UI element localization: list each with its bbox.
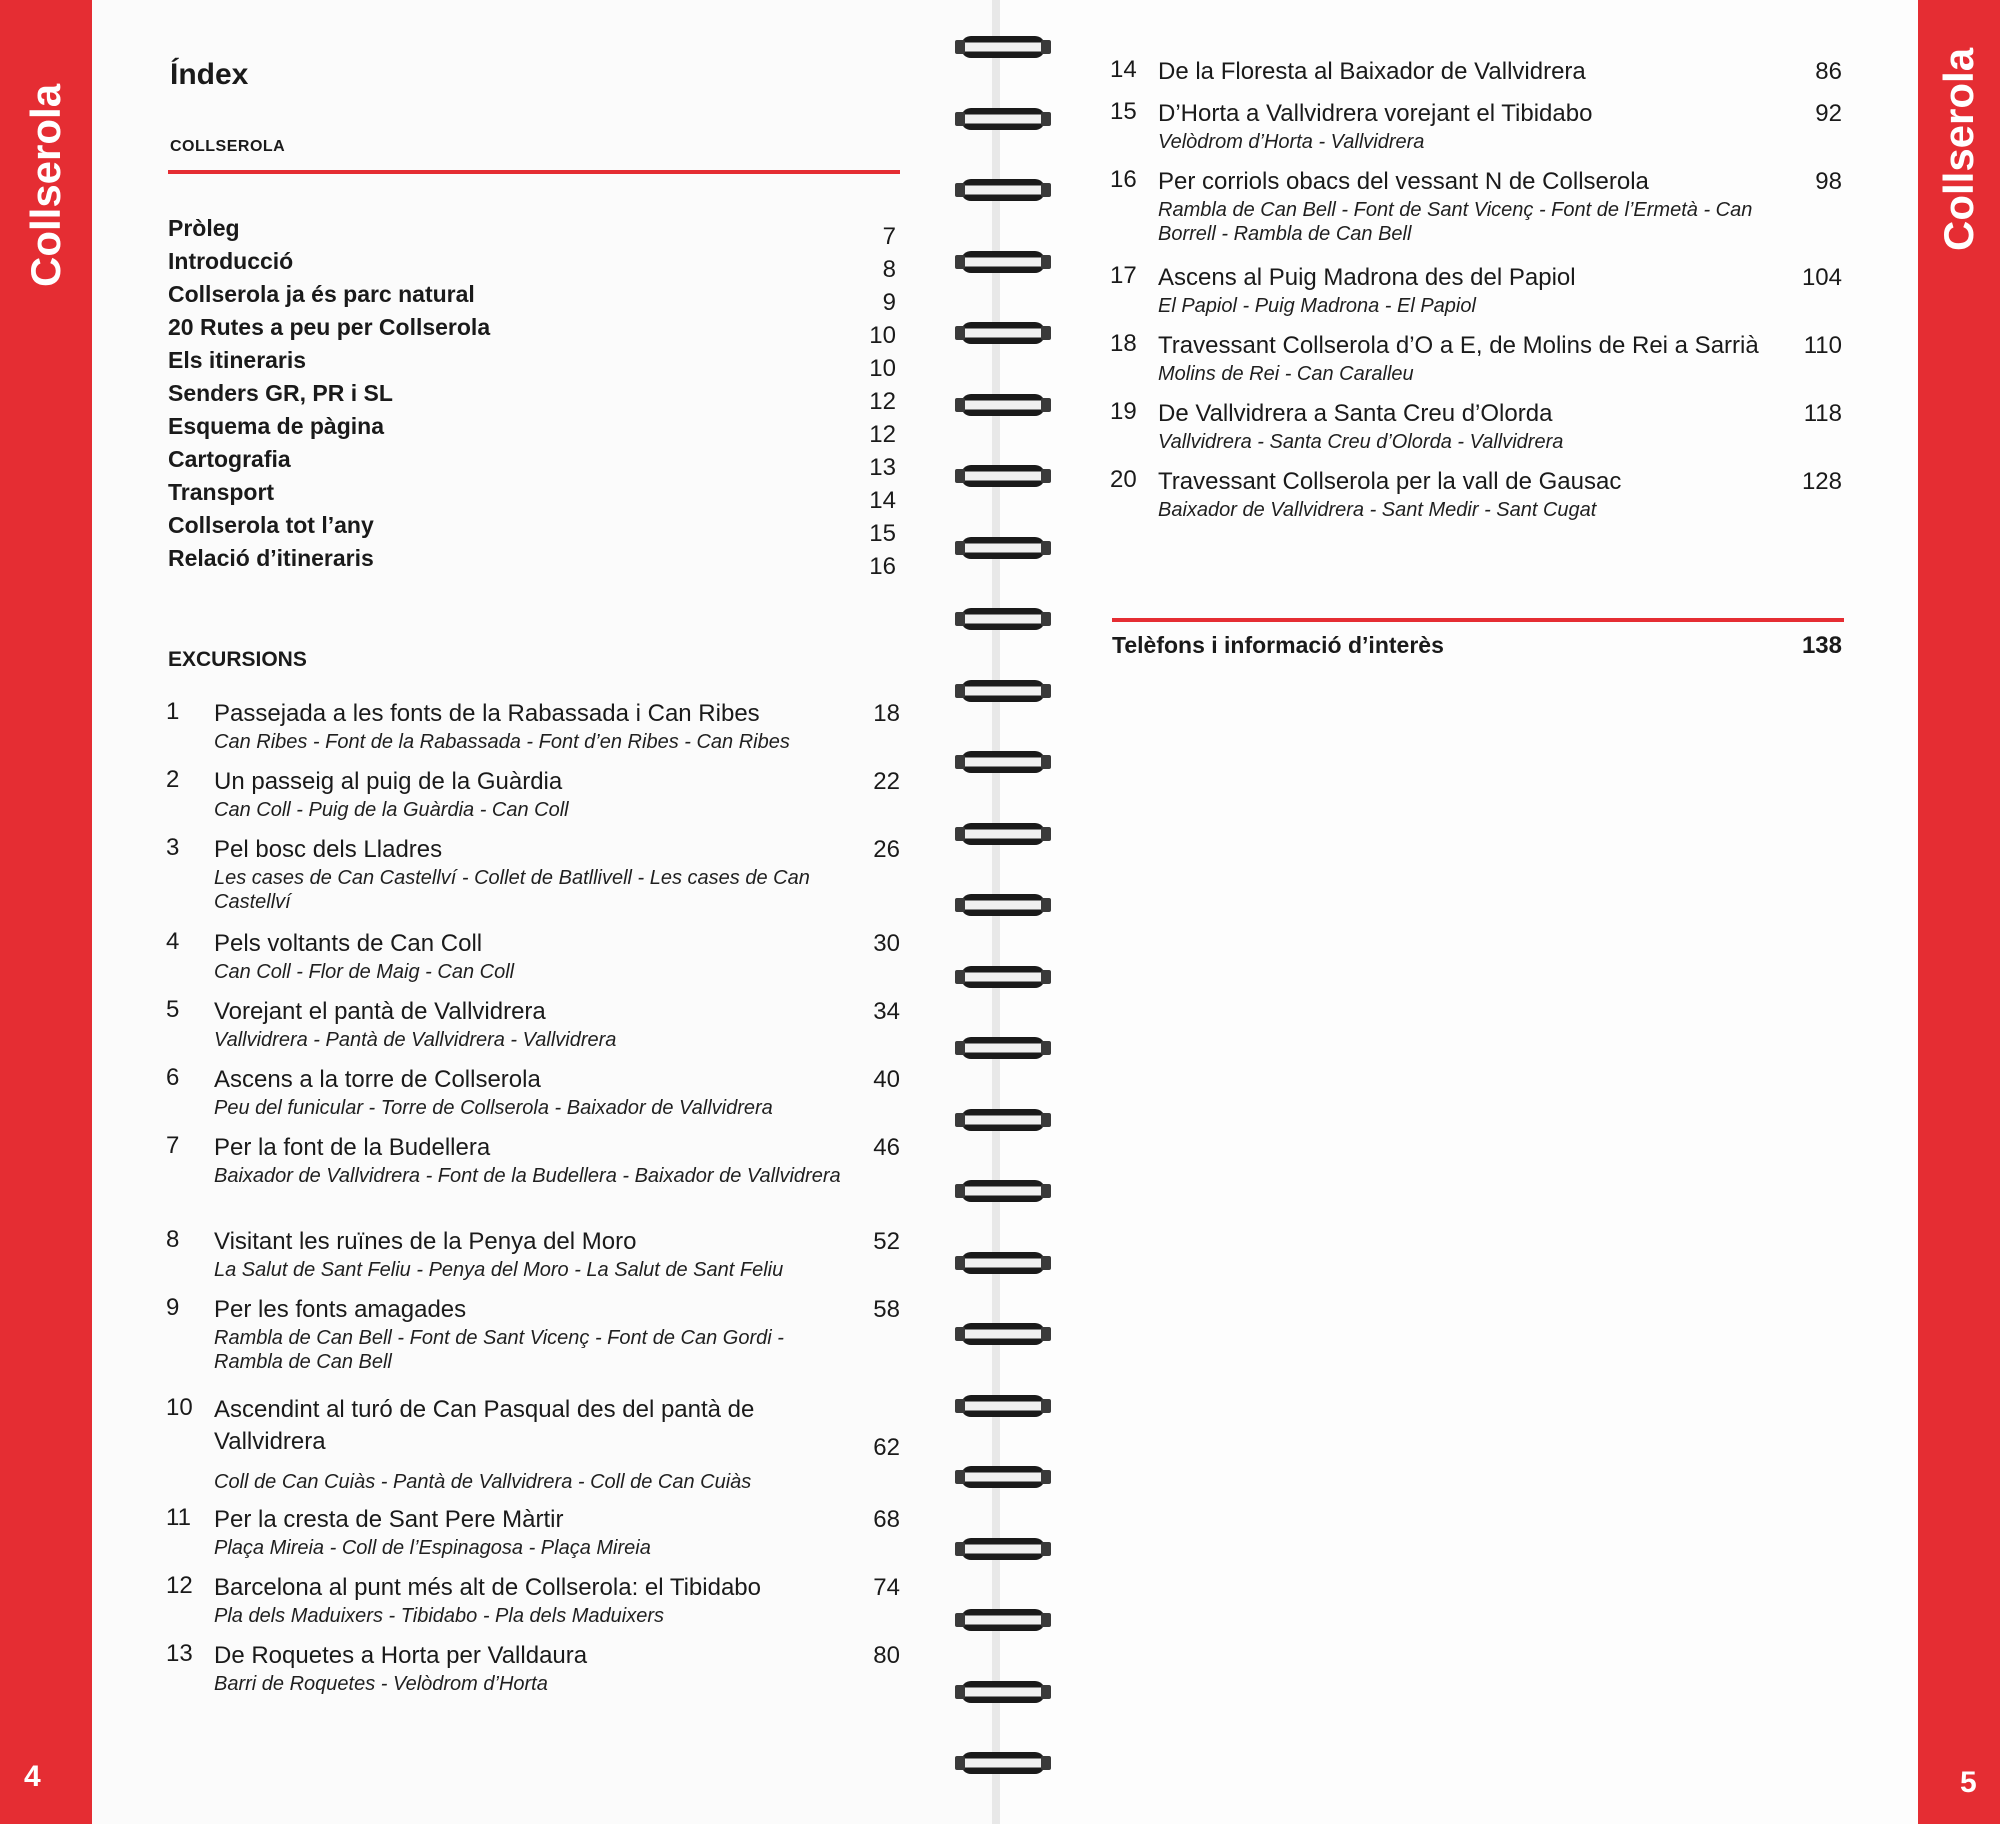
route-number: 17	[1110, 262, 1137, 289]
index-title: Índex	[170, 58, 249, 91]
route-number: 14	[1110, 56, 1137, 83]
route-stops: Peu del funicular - Torre de Collserola - Baixador de Vallvidrera	[214, 1097, 773, 1119]
route-page: 110	[1803, 332, 1842, 359]
route-stops: Can Coll - Flor de Maig - Can Coll	[214, 961, 515, 983]
route-title: Passejada a les fonts de la Rabassada i Can Ribes	[214, 700, 760, 727]
route-page: 46	[873, 1134, 900, 1161]
route-page: 58	[873, 1296, 900, 1323]
section-label-collserola: COLLSEROLA	[170, 138, 286, 155]
prelim-item[interactable]	[168, 380, 900, 413]
spiral-coil	[955, 1174, 1051, 1208]
prelim-title: Collserola ja és parc natural	[168, 281, 475, 307]
prelim-title: Cartografia	[168, 446, 291, 472]
route-page: 74	[873, 1574, 900, 1601]
section-rule	[168, 170, 900, 174]
route-stops: El Papiol - Puig Madrona - El Papiol	[1158, 295, 1476, 317]
route-title: Per la cresta de Sant Pere Màrtir	[214, 1506, 564, 1533]
route-title: Pel bosc dels Lladres	[214, 836, 443, 863]
prelim-item[interactable]	[168, 545, 900, 578]
prelim-page: 8	[882, 256, 896, 283]
spiral-coil	[955, 531, 1051, 565]
route-title: De Roquetes a Horta per Valldaura	[214, 1642, 588, 1669]
spiral-coil	[955, 1031, 1051, 1065]
route-stops: Plaça Mireia - Coll de l’Espinagosa - Plaça Mireia	[214, 1537, 651, 1559]
route-number: 11	[166, 1504, 191, 1531]
route-title: Barcelona al punt més alt de Collserola: el Tibidabo	[214, 1574, 761, 1601]
prelim-title: Esquema de pàgina	[168, 413, 385, 439]
left-page-number: 4	[24, 1760, 41, 1793]
route-number: 15	[1110, 98, 1137, 125]
route-stops: Coll de Can Cuiàs - Pantà de Vallvidrera - Coll de Can Cuiàs	[214, 1471, 752, 1493]
route-stops: Can Ribes - Font de la Rabassada - Font d’en Ribes - Can Ribes	[214, 731, 790, 753]
route-title: Visitant les ruïnes de la Penya del Moro	[214, 1228, 637, 1255]
route-title: Travessant Collserola per la vall de Gausac	[1158, 468, 1622, 495]
prelim-page: 12	[869, 421, 896, 448]
prelim-item[interactable]	[168, 413, 900, 446]
footer-title: Telèfons i informació d’interès	[1112, 632, 1444, 658]
route-title: Per la font de la Budellera	[214, 1134, 491, 1161]
prelim-item[interactable]	[168, 479, 900, 512]
route-title: De la Floresta al Baixador de Vallvidrera	[1158, 58, 1586, 85]
spiral-coil	[955, 960, 1051, 994]
route-number: 13	[166, 1640, 193, 1667]
route-number: 8	[166, 1226, 180, 1253]
prelim-page: 15	[869, 520, 896, 547]
route-number: 16	[1110, 166, 1137, 193]
route-number: 2	[166, 766, 180, 793]
spiral-coil	[955, 1746, 1051, 1780]
prelim-title: Pròleg	[168, 215, 240, 241]
route-page: 26	[873, 836, 900, 863]
route-number: 6	[166, 1064, 180, 1091]
route-page: 104	[1801, 264, 1842, 291]
spiral-coil	[955, 1103, 1051, 1137]
section-label-excursions: EXCURSIONS	[168, 648, 307, 671]
prelim-page: 16	[869, 553, 896, 580]
prelim-title: Transport	[168, 479, 275, 505]
prelim-page: 12	[869, 388, 896, 415]
spiral-coil	[955, 602, 1051, 636]
route-stops: Rambla de Can Bell - Font de Sant Vicenç - Font de l’Ermetà - Can Borrell - Rambla de Can Bell	[1158, 199, 1753, 245]
prelim-list	[168, 215, 900, 578]
prelim-page: 7	[882, 223, 896, 250]
route-title: Pels voltants de Can Coll	[214, 930, 483, 957]
spiral-coil	[955, 1246, 1051, 1280]
route-page: 62	[873, 1434, 900, 1461]
right-page-number: 5	[1960, 1766, 1977, 1799]
right-red-band	[1918, 0, 2000, 1824]
prelim-title: Introducció	[168, 248, 294, 274]
spiral-coil	[955, 245, 1051, 279]
route-title: Un passeig al puig de la Guàrdia	[214, 768, 563, 795]
route-page: 118	[1803, 400, 1842, 427]
route-stops: La Salut de Sant Feliu - Penya del Moro - La Salut de Sant Feliu	[214, 1259, 784, 1281]
route-page: 30	[873, 930, 900, 957]
route-number: 4	[166, 928, 180, 955]
route-title: Ascens al Puig Madrona des del Papiol	[1158, 264, 1576, 291]
route-number: 20	[1110, 466, 1137, 493]
route-stops: Pla dels Maduixers - Tibidabo - Pla dels Maduixers	[214, 1605, 665, 1627]
route-stops: Velòdrom d’Horta - Vallvidrera	[1158, 131, 1425, 153]
spiral-coil	[955, 102, 1051, 136]
route-title: Per corriols obacs del vessant N de Collserola	[1158, 168, 1649, 195]
route-title: Ascendint al turó de Can Pasqual des del pantà de Vallvidrera	[214, 1396, 755, 1455]
route-title: De Vallvidrera a Santa Creu d’Olorda	[1158, 400, 1553, 427]
route-number: 9	[166, 1294, 180, 1321]
route-page: 98	[1815, 168, 1842, 195]
route-title: Ascens a la torre de Collserola	[214, 1066, 541, 1093]
prelim-page: 14	[869, 487, 896, 514]
prelim-item[interactable]	[168, 347, 900, 380]
spiral-coil	[955, 1603, 1051, 1637]
prelim-item[interactable]	[168, 512, 900, 545]
spiral-coil	[955, 1675, 1051, 1709]
spiral-coil	[955, 745, 1051, 779]
route-page: 68	[873, 1506, 900, 1533]
route-stops: Vallvidrera - Santa Creu d’Olorda - Vallvidrera	[1158, 431, 1564, 453]
prelim-title: Senders GR, PR i SL	[168, 380, 393, 406]
route-stops: Baixador de Vallvidrera - Sant Medir - Sant Cugat	[1158, 499, 1597, 521]
spiral-coil	[955, 1389, 1051, 1423]
route-page: 22	[873, 768, 900, 795]
route-stops: Vallvidrera - Pantà de Vallvidrera - Vallvidrera	[214, 1029, 617, 1051]
spiral-coil	[955, 30, 1051, 64]
footer-entry[interactable]	[1112, 632, 1842, 659]
route-number: 18	[1110, 330, 1137, 357]
left-band-title: Collserola	[22, 83, 69, 287]
route-title: Per les fonts amagades	[214, 1296, 467, 1323]
route-title: D’Horta a Vallvidrera vorejant el Tibidabo	[1158, 100, 1593, 127]
route-stops: Rambla de Can Bell - Font de Sant Vicenç - Font de Can Gordi - Rambla de Can Bell	[214, 1327, 784, 1373]
spiral-coil	[955, 173, 1051, 207]
route-title: Vorejant el pantà de Vallvidrera	[214, 998, 546, 1025]
route-page: 52	[873, 1228, 900, 1255]
footer-page: 138	[1801, 632, 1842, 659]
route-title: Travessant Collserola d’O a E, de Molins de Rei a Sarrià	[1158, 332, 1759, 359]
route-number: 19	[1110, 398, 1137, 425]
prelim-title: Collserola tot l’any	[168, 512, 374, 538]
prelim-page: 13	[869, 454, 896, 481]
prelim-item[interactable]	[168, 281, 900, 314]
route-page: 128	[1801, 468, 1842, 495]
route-stops: Can Coll - Puig de la Guàrdia - Can Coll	[214, 799, 569, 821]
route-number: 7	[166, 1132, 180, 1159]
spiral-coil	[955, 674, 1051, 708]
spiral-coil	[955, 817, 1051, 851]
route-page: 34	[873, 998, 900, 1025]
route-number: 5	[166, 996, 180, 1023]
prelim-title: Relació d’itineraris	[168, 545, 374, 571]
route-page: 80	[873, 1642, 900, 1669]
spiral-coil	[955, 1532, 1051, 1566]
spiral-coil	[955, 388, 1051, 422]
prelim-page: 10	[869, 355, 896, 382]
prelim-title: Els itineraris	[168, 347, 307, 373]
right-band-title: Collserola	[1935, 47, 1982, 251]
route-number: 3	[166, 834, 180, 861]
route-stops: Barri de Roquetes - Velòdrom d’Horta	[214, 1673, 548, 1695]
prelim-item[interactable]	[168, 314, 900, 347]
route-page: 92	[1815, 100, 1842, 127]
footer-rule	[1112, 618, 1844, 622]
route-stops: Baixador de Vallvidrera - Font de la Budellera - Baixador de Vallvidrera	[214, 1165, 841, 1187]
prelim-page: 9	[882, 289, 896, 316]
spiral-coil	[955, 316, 1051, 350]
spiral-coil	[955, 1317, 1051, 1351]
route-page: 40	[873, 1066, 900, 1093]
prelim-title: 20 Rutes a peu per Collserola	[168, 314, 491, 340]
prelim-item[interactable]	[168, 248, 900, 281]
spiral-coil	[955, 888, 1051, 922]
route-number: 10	[166, 1394, 193, 1421]
prelim-page: 10	[869, 322, 896, 349]
route-stops: Les cases de Can Castellví - Collet de Batllivell - Les cases de Can Castellví	[214, 867, 810, 913]
route-page: 18	[873, 700, 900, 727]
prelim-item[interactable]	[168, 215, 900, 248]
spiral-coil	[955, 1460, 1051, 1494]
prelim-item[interactable]	[168, 446, 900, 479]
route-number: 1	[166, 698, 180, 725]
spiral-coil	[955, 459, 1051, 493]
route-number: 12	[166, 1572, 193, 1599]
route-page: 86	[1815, 58, 1842, 85]
route-stops: Molins de Rei - Can Caralleu	[1158, 363, 1414, 385]
